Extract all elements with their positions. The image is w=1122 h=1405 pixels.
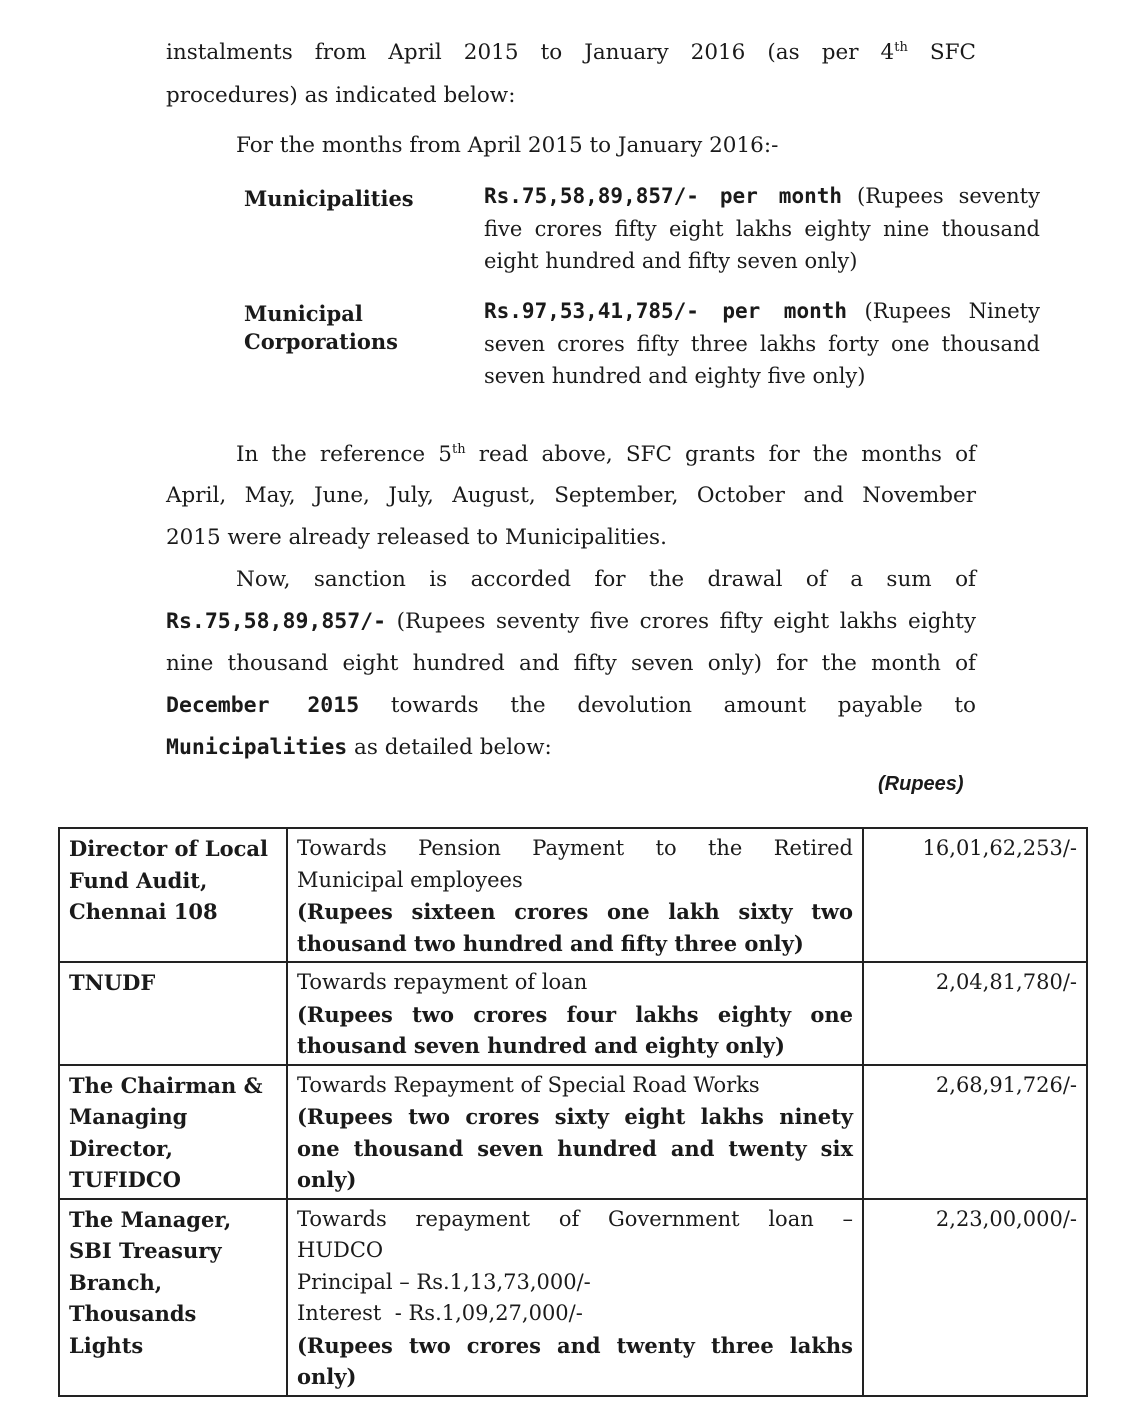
table-row: [59, 828, 1087, 962]
grant-label-municipalities: [244, 185, 414, 213]
payee-cell: [59, 1065, 287, 1199]
payee-cell: [59, 1199, 287, 1396]
amount-words-line: only): [297, 1364, 357, 1389]
interest-line: Interest - Rs.1,09,27,000/-: [297, 1301, 583, 1325]
grant-words-line: eight hundred and fifty seven only): [484, 249, 858, 273]
grant-label-line: Municipalities: [244, 186, 414, 211]
grant-amount: Rs.75,58,89,857/- per month: [484, 184, 843, 208]
amount-words-line: thousand two hundred and fifty three only): [297, 930, 804, 956]
purpose-line: Towards Pension Payment to the Retired: [297, 836, 853, 860]
para2-line-5: [166, 735, 976, 760]
grant-words: (Rupees seventy: [857, 184, 1040, 208]
para2-line-3: nine thousand eight hundred and fifty seven only) for the month of: [166, 651, 976, 676]
para2-line-2: [166, 609, 976, 634]
superscript: th: [894, 39, 908, 55]
amount-words-line: one thousand seven hundred and twenty six: [297, 1135, 853, 1161]
para1-line-3: 2015 were already released to Municipalities.: [166, 525, 667, 550]
grant-amount-line: [484, 295, 1040, 328]
recipient-label: Municipalities: [166, 735, 348, 760]
para2-line-4: [166, 693, 976, 718]
sanction-amount: Rs.75,58,89,857/-: [166, 609, 387, 634]
para1-line-1: [236, 442, 976, 467]
intro-line-2: procedures) as indicated below:: [166, 83, 516, 108]
grant-text-municipalities: [484, 180, 1040, 278]
purpose-cell: [287, 1199, 863, 1396]
purpose-cell: [287, 828, 863, 962]
amount-words-line: (Rupees two crores sixty eight lakhs ninety: [297, 1104, 853, 1129]
para1-line-2: April, May, June, July, August, September, October and November: [166, 483, 976, 508]
table-row: [59, 1065, 1087, 1199]
amount-words-line: only): [297, 1167, 357, 1192]
superscript: th: [451, 441, 466, 457]
payee-line: TNUDF: [69, 970, 156, 995]
payee-line: The Manager,: [69, 1206, 232, 1232]
amount-words-line: thousand seven hundred and eighty only): [297, 1033, 785, 1058]
amount-cell: 2,23,00,000/-: [863, 1199, 1087, 1396]
payee-line: Lights: [69, 1332, 144, 1358]
amount-cell: 2,68,91,726/-: [863, 1065, 1087, 1199]
grant-label-line: Municipal: [244, 301, 363, 326]
amount-words-line: (Rupees sixteen crores one lakh sixty two: [297, 899, 853, 924]
purpose-line: Towards Repayment of Special Road Works: [297, 1072, 760, 1097]
intro-text-end: SFC: [907, 40, 977, 65]
principal-line: Principal – Rs.1,13,73,000/-: [297, 1269, 591, 1294]
grant-label-line: Corporations: [244, 329, 398, 354]
payee-line: The Chairman &: [69, 1072, 263, 1098]
intro-line-1: [166, 40, 976, 65]
payee-line: Chennai 108: [69, 899, 218, 924]
payee-line: TUFIDCO: [69, 1167, 181, 1192]
para-text: as detailed below:: [347, 735, 552, 760]
para-text: towards the devolution amount payable to: [359, 693, 976, 718]
intro-text: instalments from April 2015 to January 2016 (as per 4: [166, 40, 895, 65]
payee-line: Managing: [69, 1104, 188, 1129]
amount-cell: 16,01,62,253/-: [863, 828, 1087, 962]
amount-words-line: (Rupees two crores and twenty three lakhs: [297, 1332, 853, 1358]
grant-text-corporations: [484, 295, 1040, 393]
para-text: read above, SFC grants for the months of: [465, 442, 977, 467]
para-text: In the reference 5: [236, 442, 452, 467]
payee-line: Fund Audit,: [69, 867, 208, 893]
payee-line: Director of Local: [69, 836, 268, 861]
grant-words-line: five crores fifty eight lakhs eighty nine thousand: [484, 216, 1040, 241]
grant-amount: Rs.97,53,41,785/- per month: [484, 299, 848, 323]
payee-line: SBI Treasury: [69, 1238, 222, 1263]
grant-words-line: seven crores fifty three lakhs forty one thousand: [484, 331, 1040, 356]
grant-words: (Rupees Ninety: [864, 299, 1040, 323]
para2-line-1: Now, sanction is accorded for the drawal of a sum of: [236, 567, 976, 592]
purpose-line: HUDCO: [297, 1238, 384, 1262]
grant-amount-line: [484, 180, 1040, 213]
payee-line: Thousands: [69, 1301, 197, 1326]
payee-cell: [59, 962, 287, 1065]
payee-line: Branch,: [69, 1269, 163, 1295]
amount-cell: 2,04,81,780/-: [863, 962, 1087, 1065]
grant-words-line: seven hundred and eighty five only): [484, 364, 866, 388]
purpose-cell: [287, 1065, 863, 1199]
table-row: [59, 962, 1087, 1065]
table-row: [59, 1199, 1087, 1396]
unit-label: (Rupees): [878, 773, 964, 795]
purpose-line: Municipal employees: [297, 867, 523, 892]
payment-table: [58, 827, 1088, 1397]
months-heading: For the months from April 2015 to January 2016:-: [236, 133, 779, 158]
payee-line: Director,: [69, 1135, 173, 1161]
month-label: December 2015: [166, 693, 360, 718]
payee-cell: [59, 828, 287, 962]
purpose-cell: [287, 962, 863, 1065]
para-text: (Rupees seventy five crores fifty eight lakhs eighty: [386, 609, 976, 634]
purpose-line: Towards repayment of loan: [297, 970, 588, 994]
amount-words-line: (Rupees two crores four lakhs eighty one: [297, 1001, 853, 1027]
purpose-line: Towards repayment of Government loan –: [297, 1206, 853, 1231]
grant-label-corporations: [244, 300, 398, 356]
